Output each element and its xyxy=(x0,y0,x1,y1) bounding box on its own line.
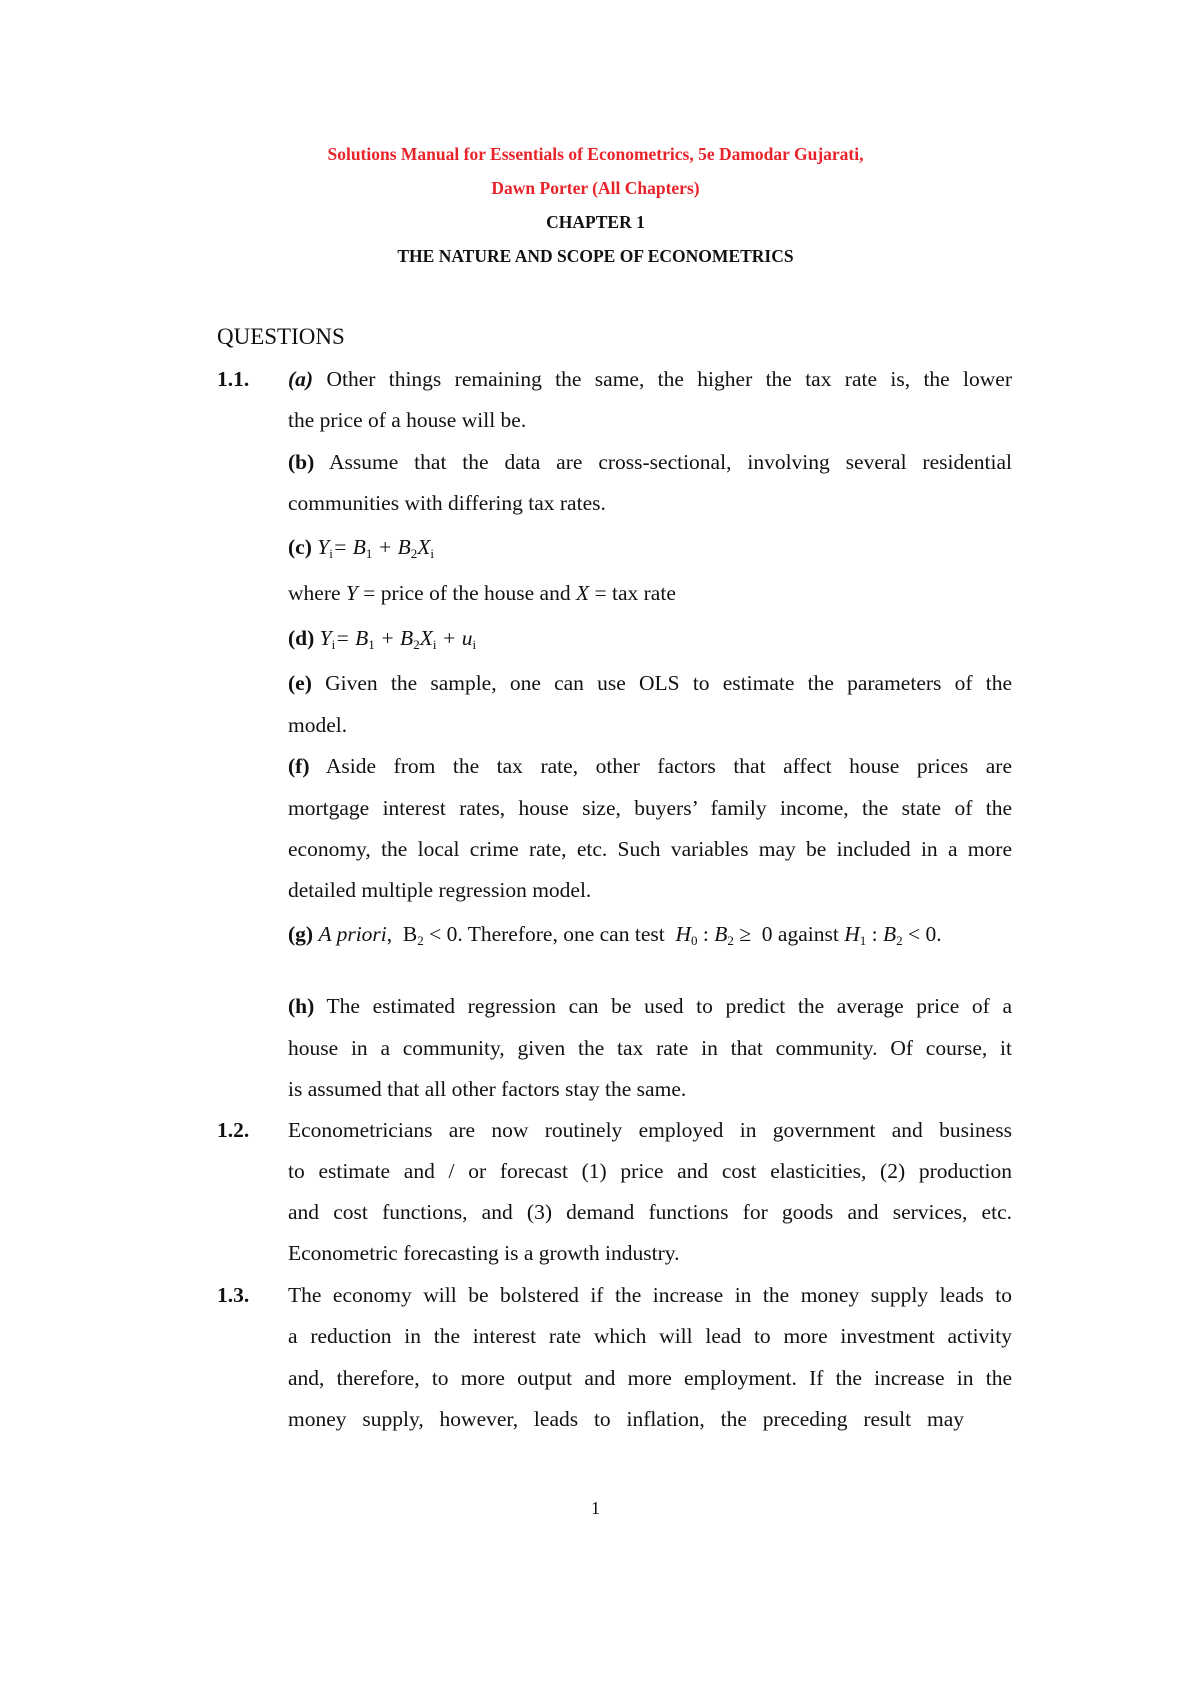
q1-a-line-2: the price of a house will be. xyxy=(288,408,527,432)
q1-g-line: (g) A priori, $B_2 < 0$. Therefore, one can test $H_0$ : $B_2 \ge 0$ against $H_1$ : $B_2 < 0$. xyxy=(288,922,942,948)
q2-line-1: Econometricians are now routinely employed in government and business xyxy=(288,1118,1012,1142)
q3-line-2: a reduction in the interest rate which will lead to more investment activity xyxy=(288,1324,1012,1348)
q1-f-line-3: economy, the local crime rate, etc. Such variables may be included in a more xyxy=(288,837,1012,861)
q1-e-line-1 xyxy=(288,671,1012,696)
q1-f-line-4: detailed multiple regression model. xyxy=(288,878,592,902)
q1-a-line-1 xyxy=(288,367,1012,392)
section-heading: QUESTIONS xyxy=(217,324,345,349)
q1-c-label: (c) xyxy=(288,535,312,559)
q1-b-label: (b) xyxy=(288,450,315,474)
q1-h-label: (h) xyxy=(288,994,315,1018)
document-title-line-2: Dawn Porter (All Chapters) xyxy=(491,178,700,198)
q1-f-line-2: mortgage interest rates, house size, buyers’ family income, the state of the xyxy=(288,796,1012,820)
chapter-number: CHAPTER 1 xyxy=(546,212,645,232)
q1-b-text-1: Assume that the data are cross-sectional, involving several residential xyxy=(329,450,1012,474)
q1-where-line: where Y = price of the house and X = tax rate xyxy=(288,581,676,605)
q1-h-line-3: is assumed that all other factors stay the same. xyxy=(288,1077,687,1101)
q2-line-2: to estimate and / or forecast (1) price and cost elasticities, (2) production xyxy=(288,1159,1012,1183)
q3-line-1: The economy will be bolstered if the increase in the money supply leads to xyxy=(288,1283,1012,1307)
q1-h-text-1: The estimated regression can be used to predict the average price of a xyxy=(326,994,1012,1018)
q1-f-text-1: Aside from the tax rate, other factors that affect house prices are xyxy=(325,754,1012,778)
question-number-1-2: 1.2. xyxy=(217,1118,250,1142)
q1-d-line xyxy=(288,626,476,653)
q1-b-line-1 xyxy=(288,450,1012,475)
q1-b-line-2: communities with differing tax rates. xyxy=(288,491,606,515)
q1-h-line-1 xyxy=(288,994,1012,1019)
q1-f-label: (f) xyxy=(288,754,310,778)
document-title-line-1: Solutions Manual for Essentials of Econometrics, 5e Damodar Gujarati, xyxy=(327,144,864,164)
q1-e-label: (e) xyxy=(288,671,312,695)
q3-line-3: and, therefore, to more output and more employment. If the increase in the xyxy=(288,1366,1012,1390)
q2-line-3: and cost functions, and (3) demand functions for goods and services, etc. xyxy=(288,1200,1012,1224)
question-number-1-1: 1.1. xyxy=(217,367,250,391)
q1-d-equation: $Y_i= B_1 + B_2X_i + u_i$ xyxy=(319,626,477,652)
q1-g-label: (g) xyxy=(288,922,314,946)
q1-c-equation: $Y_i= B_1 + B_2X_i$ xyxy=(317,535,435,561)
q2-line-4: Econometric forecasting is a growth industry. xyxy=(288,1241,680,1265)
q3-line-4: money supply, however, leads to inflation, the preceding result may xyxy=(288,1407,964,1431)
q1-a-label: (a) xyxy=(288,367,314,391)
q1-f-line-1 xyxy=(288,754,1012,779)
q1-c-line xyxy=(288,535,434,562)
chapter-title: THE NATURE AND SCOPE OF ECONOMETRICS xyxy=(397,246,794,266)
q1-e-text-1: Given the sample, one can use OLS to estimate the parameters of the xyxy=(325,671,1012,695)
page-number: 1 xyxy=(591,1498,600,1518)
q1-a-text-1: Other things remaining the same, the higher the tax rate is, the lower xyxy=(326,367,1013,391)
q1-d-label: (d) xyxy=(288,626,315,650)
question-number-1-3: 1.3. xyxy=(217,1283,250,1307)
q1-h-line-2: house in a community, given the tax rate in that community. Of course, it xyxy=(288,1036,1012,1060)
q1-e-line-2: model. xyxy=(288,713,348,737)
